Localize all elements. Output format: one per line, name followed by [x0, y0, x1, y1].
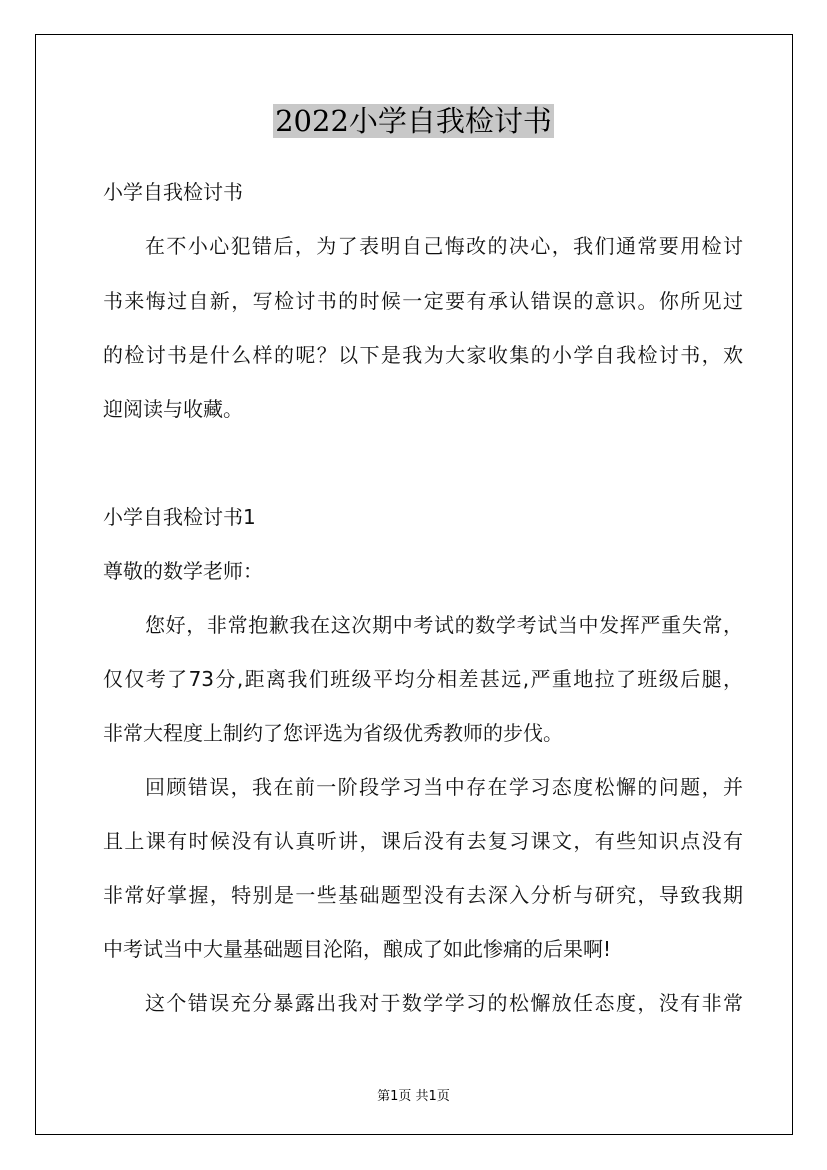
subtitle: 小学自我检讨书 — [103, 180, 243, 204]
intro-line: 的检讨书是什么样的呢？以下是我为大家收集的小学自我检讨书，欢 — [103, 343, 743, 367]
paragraph-line: 且上课有时候没有认真听讲，课后没有去复习课文，有些知识点没有 — [103, 829, 743, 853]
document-title — [0, 100, 827, 142]
paragraph-line: 非常好掌握，特别是一些基础题型没有去深入分析与研究，导致我期 — [103, 883, 743, 907]
intro-line: 书来悔过自新，写检讨书的时候一定要有承认错误的意识。你所见过 — [103, 289, 743, 313]
paragraph-line: 回顾错误，我在前一阶段学习当中存在学习态度松懈的问题，并 — [145, 775, 743, 799]
intro-line: 在不小心犯错后，为了表明自己悔改的决心，我们通常要用检讨 — [145, 234, 743, 258]
paragraph-line: 您好，非常抱歉我在这次期中考试的数学考试当中发挥严重失常， — [145, 613, 743, 637]
section-heading: 小学自我检讨书1 — [103, 505, 256, 529]
paragraph-line: 非常大程度上制约了您评选为省级优秀教师的步伐。 — [103, 721, 563, 745]
document-title-text: 2022小学自我检讨书 — [275, 104, 552, 138]
paragraph-line: 中考试当中大量基础题目沦陷，酿成了如此惨痛的后果啊! — [103, 937, 612, 961]
salutation: 尊敬的数学老师： — [103, 559, 263, 583]
page-footer: 第1页 共1页 — [377, 1089, 450, 1104]
intro-line: 迎阅读与收藏。 — [103, 397, 243, 421]
paragraph-line: 仅仅考了73分,距离我们班级平均分相差甚远,严重地拉了班级后腿， — [103, 667, 743, 691]
paragraph-line: 这个错误充分暴露出我对于数学学习的松懈放任态度，没有非常 — [145, 991, 743, 1015]
